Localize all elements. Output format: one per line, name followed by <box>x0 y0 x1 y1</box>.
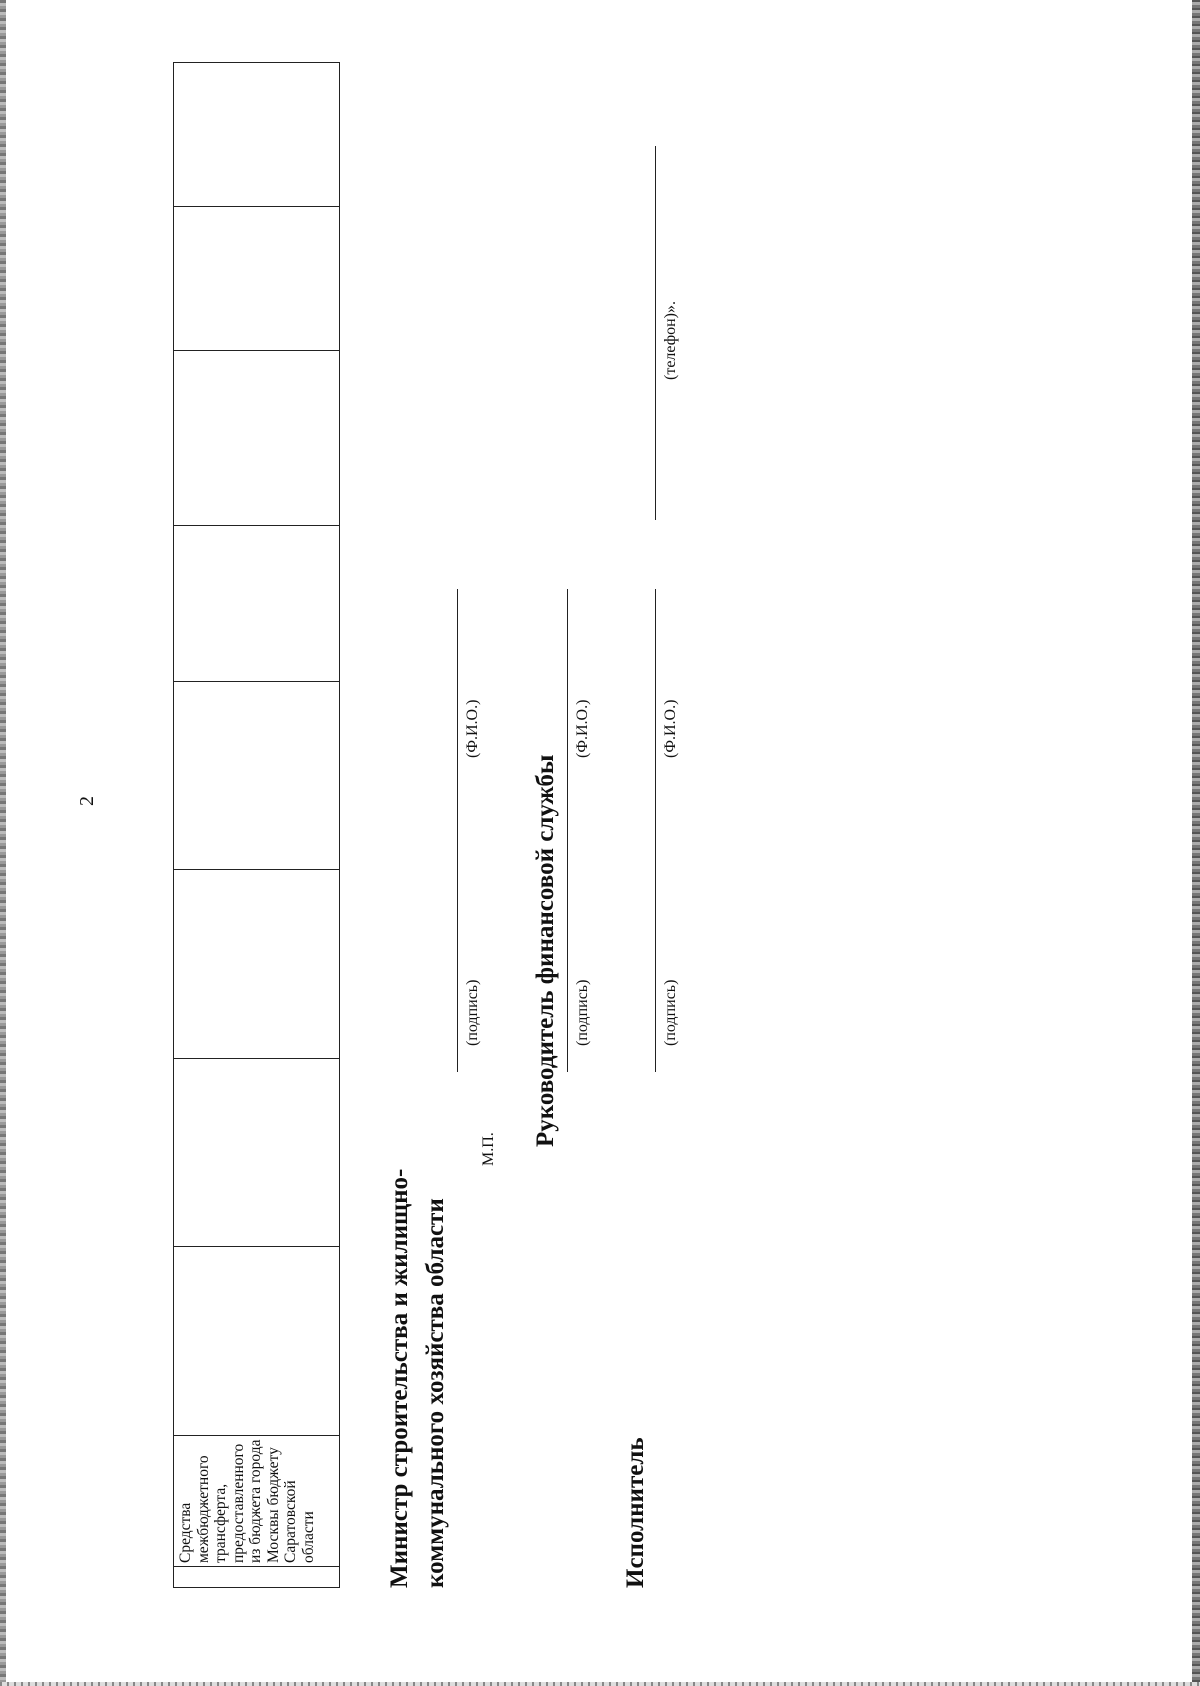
table-row <box>174 63 340 1588</box>
executor-phone-line <box>655 146 656 520</box>
row-label-line: из бюджета города <box>247 1439 264 1563</box>
transfer-table <box>173 62 340 1588</box>
executor-name-caption: (Ф.И.О.) <box>662 699 679 758</box>
finance-name-caption: (Ф.И.О.) <box>574 699 591 758</box>
row-label-line: предоставленного <box>229 1443 247 1563</box>
minister-signature-caption: (подпись) <box>464 979 481 1046</box>
finance-signature-caption: (подпись) <box>574 979 591 1046</box>
finance-name-line <box>567 589 568 880</box>
row-label-line: Саратовской <box>282 1480 299 1563</box>
executor-title: Исполнитель <box>622 1437 649 1588</box>
row-label-line: Средства <box>177 1502 194 1563</box>
table-cell-blank <box>174 1567 340 1588</box>
executor-name-line <box>655 589 656 880</box>
table-cell-empty <box>174 63 340 207</box>
executor-signature-line <box>655 866 656 1072</box>
table-cell-empty <box>174 1059 340 1247</box>
row-label-line: межбюджетного <box>194 1455 212 1563</box>
minister-title-line2: коммунального хозяйства области <box>422 1198 449 1588</box>
executor-signature-caption: (подпись) <box>662 979 679 1046</box>
table-cell-empty <box>174 351 340 526</box>
minister-title-line1: Министр строительства и жилищно- <box>386 1168 413 1588</box>
minister-name-line <box>457 589 458 880</box>
row-label-line: области <box>299 1511 317 1563</box>
finance-head-title: Руководитель финансовой службы <box>532 754 559 1147</box>
table-cell-empty <box>174 870 340 1059</box>
stamp-place: М.П. <box>480 1132 497 1166</box>
table-cell-empty <box>174 1247 340 1436</box>
table-cell-empty <box>174 682 340 870</box>
finance-signature-line <box>567 866 568 1072</box>
executor-phone-caption: (телефон)». <box>662 301 679 380</box>
table-cell-empty <box>174 526 340 682</box>
minister-name-caption: (Ф.И.О.) <box>464 699 481 758</box>
minister-signature-line <box>457 866 458 1072</box>
table-cell-empty <box>174 207 340 351</box>
row-label-line: Москвы бюджету <box>264 1447 282 1563</box>
row-label-line: трансферта, <box>212 1483 229 1563</box>
table-row-label <box>174 1436 340 1567</box>
page-number: 2 <box>76 796 98 806</box>
